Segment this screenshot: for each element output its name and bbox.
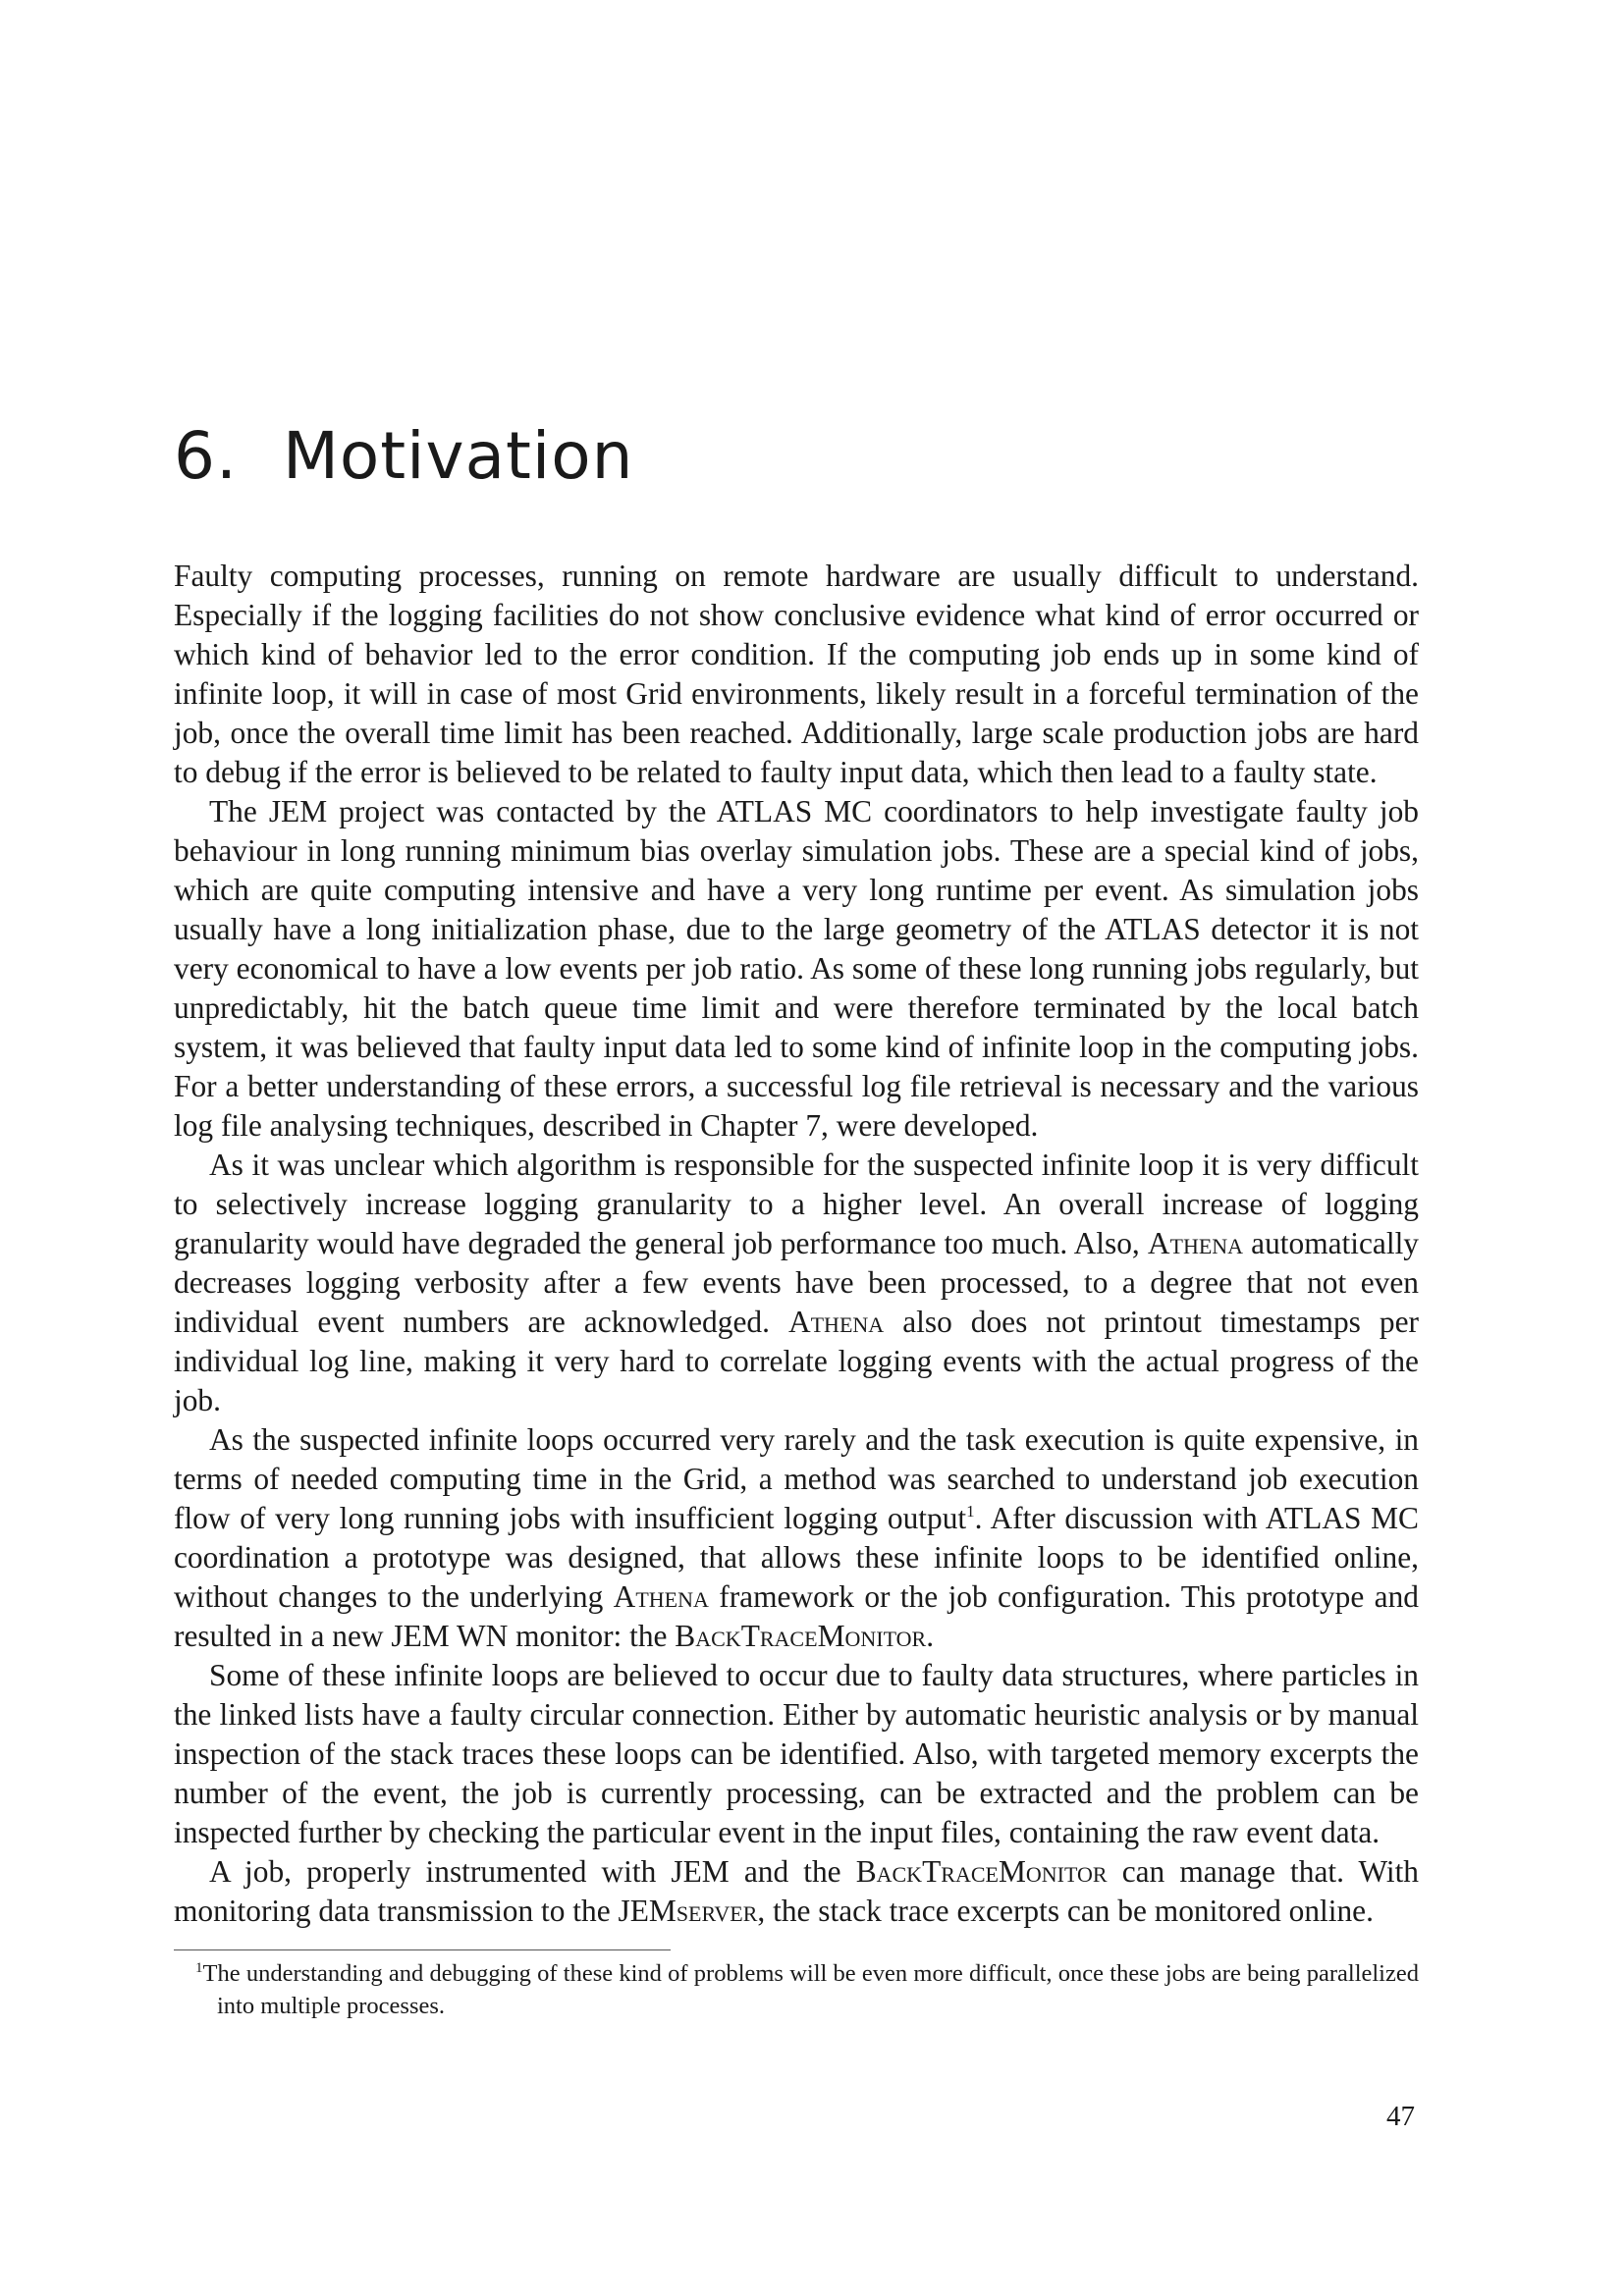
body-text (174, 557, 1419, 1931)
chapter-number: 6. (174, 418, 238, 494)
paragraph-2: The JEM project was contacted by the ATLAS MC coordinators to help investigate faulty job behaviour in long running minimum bias overlay simulation jobs. These are a special kind of jobs, which are quite computing intensive and have a very long runtime per event. As simulation jobs usually have a long initialization phase, due to the large geometry of the ATLAS detector it is not very economical to have a low events per job ratio. As some of these long running jobs regularly, but unpredictably, hit the batch queue time limit and were therefore terminated by the local batch system, it was believed that faulty input data led to some kind of infinite loop in the computing jobs. For a better understanding of these errors, a successful log file retrieval is necessary and the various log file analysing techniques, described in Chapter 7, were developed. (174, 794, 1419, 1143)
backtracemonitor-term: BackTraceMonitor (855, 1854, 1108, 1889)
paragraph-6 (174, 1852, 1419, 1931)
paragraph-6-text-a: A job, properly instrumented with JEM and the (209, 1854, 856, 1889)
paragraph-4 (174, 1420, 1419, 1656)
paragraph-6-text-c: , the stack trace excerpts can be monitored online. (757, 1894, 1374, 1928)
footnote-rule (174, 1949, 671, 1950)
paragraph-4-text-d: . (926, 1619, 935, 1653)
chapter-heading (174, 412, 633, 501)
jemserver-term: JEMserver (618, 1894, 758, 1928)
page-number: 47 (1386, 2101, 1415, 2132)
athena-term: Athena (1147, 1226, 1244, 1260)
athena-term: Athena (613, 1579, 709, 1614)
paragraph-3-text-a: As it was unclear which algorithm is responsible for the suspected infinite loop it is very difficult to selectively increase logging granularity to a higher level. An overall increase of logging granularity would have degraded the general job performance too much. Also, (174, 1148, 1419, 1260)
paragraph-6-text-b: can manage that. With monitoring data transmission to the (174, 1854, 1419, 1928)
footnote (174, 1957, 1419, 2022)
paragraph-3 (174, 1146, 1419, 1420)
paragraph-3-text-c: also does not printout timestamps per individual log line, making it very hard to correlate logging events with the actual progress of the job. (174, 1305, 1419, 1417)
backtracemonitor-term: BackTraceMonitor (675, 1619, 927, 1653)
paragraph-4-text-a: As the suspected infinite loops occurred very rarely and the task execution is quite expensive, in terms of needed computing time in the Grid, a method was searched to understand job execution flow of very long running jobs with insufficient logging output (174, 1422, 1419, 1535)
footnote-1 (174, 1957, 1419, 2022)
footnote-reference[interactable]: 1 (966, 1502, 975, 1521)
paragraph-4-text-b: . After discussion with ATLAS MC coordination a prototype was designed, that allows these infinite loops to be identified online, without changes to the underlying (174, 1501, 1419, 1614)
footnote-text: The understanding and debugging of these kind of problems will be even more difficult, once these jobs are being parallelized into multiple processes. (202, 1960, 1419, 2019)
athena-term: Athena (787, 1305, 885, 1339)
chapter-title: Motivation (282, 418, 634, 494)
paragraph-1: Faulty computing processes, running on remote hardware are usually difficult to understand. Especially if the logging facilities do not show conclusive evidence what kind of error occurred or which kind of behavior led to the error condition. If the computing job ends up in some kind of infinite loop, it will in case of most Grid environments, likely result in a forceful termination of the job, once the overall time limit has been reached. Additionally, large scale production jobs are hard to debug if the error is believed to be related to faulty input data, which then lead to a faulty state. (174, 559, 1419, 789)
paragraph-3-text-b: automatically decreases logging verbosity after a few events have been processed, to a degree that not even individual event numbers are acknowledged. (174, 1226, 1419, 1339)
paragraph-4-text-c: framework or the job configuration. This prototype and resulted in a new JEM WN monitor: the (174, 1579, 1419, 1653)
footnote-marker: 1 (195, 1960, 203, 1976)
paragraph-5: Some of these infinite loops are believed to occur due to faulty data structures, where particles in the linked lists have a faulty circular connection. Either by automatic heuristic analysis or by manual inspection of the stack traces these loops can be identified. Also, with targeted memory excerpts the number of the event, the job is currently processing, can be extracted and the problem can be inspected further by checking the particular event in the input files, containing the raw event data. (174, 1658, 1419, 1849)
